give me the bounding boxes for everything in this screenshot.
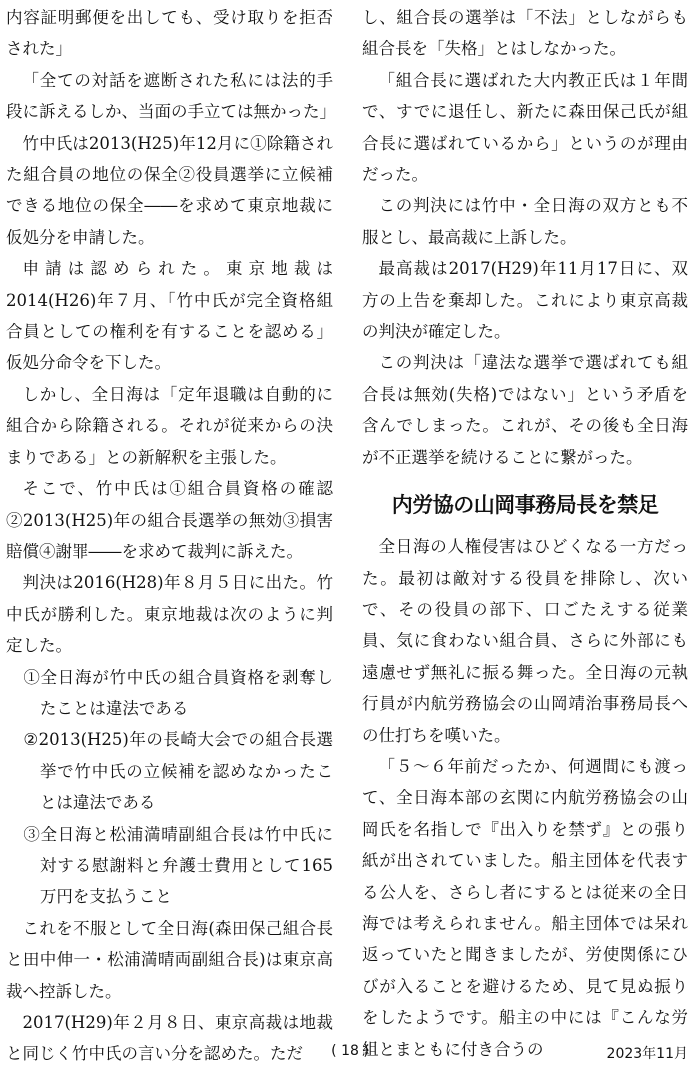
paragraph: 内容証明郵便を出しても、受け取りを拒否された」 [6,8,333,59]
left-column [6,2,336,1070]
paragraph: 申請は認められた。東京地裁は2014(H26)年７月、「竹中氏が完全資格組合員としての権利を有することを認める」仮処分命令を下した。 [6,259,333,373]
issue-date: 2023年11月 [606,1046,688,1062]
paragraph: この判決には竹中・全日海の双方とも不服とし、最高裁に上訴した。 [362,196,688,247]
page-number: ( 18 ) [331,1043,369,1059]
page-footer [0,1043,700,1063]
paragraph: 「組合長に選ばれた大内教正氏は１年間で、すでに退任し、新たに森田保己氏が組合長に選ばれているから」というのが理由だった。 [362,70,688,185]
ruling-item: ②2013(H25)年の長崎大会での組合長選挙で竹中氏の立候補を認めなかったことは違法である [23,730,333,813]
paragraph: 全日海の人権侵害はひどくなる一方だった。最初は敵対する役員を排除し、次いで、その役員の部下、口ごたえする従業員、気に食わない組合員、さらに外部にも遠慮せず無礼に振る舞った。全日海の元執行員が内航労務協会の山岡靖治事務局長への仕打ちを嘆いた。 [362,537,688,745]
paragraph: 竹中氏は2013(H25)年12月に①除籍された組合員の地位の保全②役員選挙に立候補できる地位の保全――を求めて東京地裁に仮処分を申請した。 [6,133,333,247]
paragraph: 判決は2016(H28)年８月５日に出た。竹中氏が勝利した。東京地裁は次のように判定した。 [6,573,333,656]
paragraph: 「全ての対話を遮断された私には法的手段に訴えるしか、当面の手立ては無かった」 [6,70,336,122]
right-column-top [362,2,688,473]
section-heading: 内労協の山岡事務局長を禁足 [391,493,659,518]
paragraph: し、組合長の選挙は「不法」としながらも組合長を「失格」とはしなかった。 [362,8,688,59]
paragraph: この判決は「違法な選挙で選ばれても組合長は無効(失格)ではない」という矛盾を含んでしまった。これが、その後も全日海が不正選挙を続けることに繋がった。 [362,353,688,467]
paragraph: 2017(H29)年２月８日、東京高裁は地裁と同じく竹中氏の言い分を認めた。ただ [6,1013,333,1064]
right-column [362,2,688,1065]
paragraph: そこで、竹中氏は①組合員資格の確認②2013(H25)年の組合長選挙の無効③損害賠償④謝罪――を求めて裁判に訴えた。 [6,479,333,561]
paragraph: これを不服として全日海(森田保己組合長と田中伸一・松浦満晴両副組合長)は東京高裁へ控訴した。 [6,918,333,1001]
ruling-item: ③全日海と松浦満晴副組合長は竹中氏に対する慰謝料と弁護士費用として165万円を支払うこと [23,824,333,907]
paragraph: 最高裁は2017(H29)年11月17日に、双方の上告を棄却した。これにより東京高裁の判決が確定した。 [362,259,688,342]
paragraph: 「５～６年前だったか、何週間にも渡って、全日海本部の玄関に内航労務協会の山岡氏を名指しで『出入りを禁ず』との張り紙が出されていました。船主団体を代表する公人を、さらし者にするとは従来の全日海では考えられません。船主団体では呆れ返っていたと聞きましたが、労使関係にひびが入ることを避けるため、見て見ぬ振りをしたようです。船主の中には『こんな労組とまともに付き合うの [362,756,688,1059]
right-column-bottom [362,531,688,1065]
paragraph: しかし、全日海は「定年退職は自動的に組合から除籍される。それが従来からの決まりである」との新解釈を主張した。 [6,384,333,467]
ruling-item: ①全日海が竹中氏の組合員資格を剥奪したことは違法である [23,667,333,718]
